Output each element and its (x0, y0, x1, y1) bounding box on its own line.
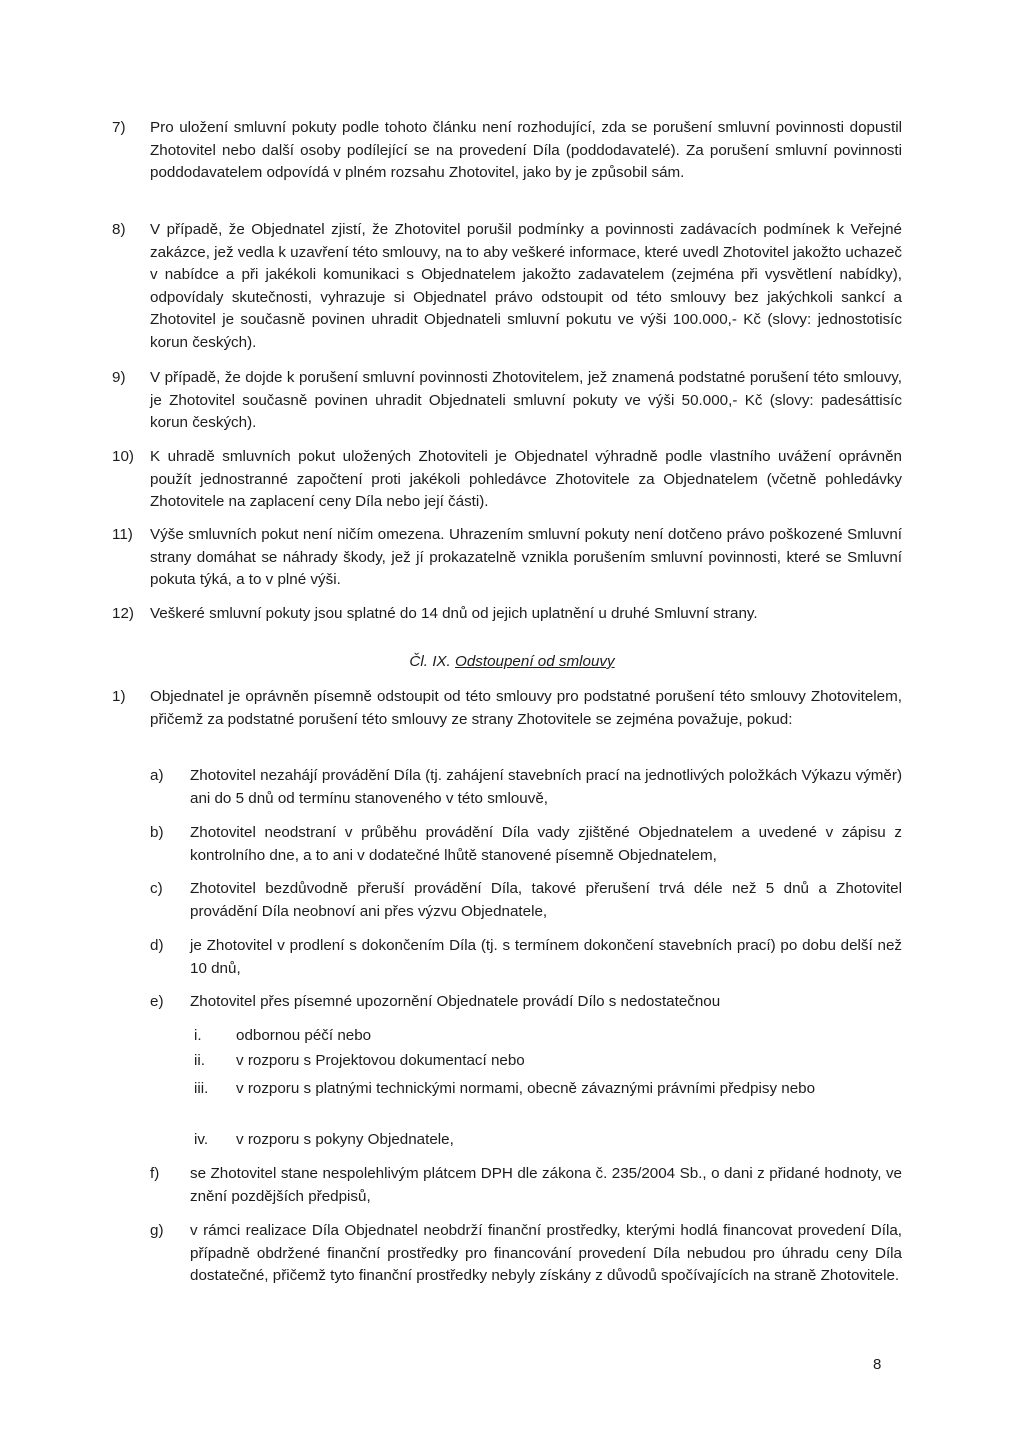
paragraph-text: Výše smluvních pokut není ničím omezena. Uhrazením smluvní pokuty není dotčeno právo poškozené Smluvní strany domáhat se náhrady škody, jež jí prokazatelně vznikla porušením smluvní povinnosti, které se Smluvní pokuta týká, a to v plné výši. (150, 526, 902, 589)
list-item-a (150, 765, 902, 810)
list-item-text: Zhotovitel neodstraní v průběhu provádění Díla vady zjištěné Objednatelem a uvedené v zápisu z kontrolního dne, a to ani v dodatečné lhůtě stanovené písemně Objednatelem, (190, 824, 902, 864)
sub-item-iii (190, 1078, 902, 1101)
list-item-letter: e) (150, 993, 164, 1010)
paragraph-number: 11) (112, 526, 133, 543)
sub-item-numeral: ii. (194, 1052, 205, 1069)
sub-item-numeral: iii. (194, 1080, 209, 1097)
paragraph-ix-1 (112, 686, 902, 731)
sub-item-numeral: iv. (194, 1131, 209, 1148)
paragraph-number: 8) (112, 221, 126, 238)
paragraph-12 (112, 603, 902, 626)
article-title: Odstoupení od smlouvy (455, 653, 615, 670)
list-item-b (150, 822, 902, 867)
paragraph-number: 9) (112, 369, 126, 386)
article-heading (0, 653, 1024, 670)
sub-item-text: v rozporu s platnými technickými normami, obecně závaznými právními předpisy nebo (236, 1080, 816, 1097)
paragraph-text: Objednatel je oprávněn písemně odstoupit od této smlouvy pro podstatné porušení této smlouvy Zhotovitelem, přičemž za podstatné porušení této smlouvy ze strany Zhotovitele se zejména považuje, pokud: (150, 688, 902, 728)
list-item-text: Zhotovitel bezdůvodně přeruší provádění Díla, takové přerušení trvá déle než 5 dnů a Zhotovitel provádění Díla neobnoví ani přes výzvu Objednatele, (190, 880, 902, 920)
list-item-text: Zhotovitel nezahájí provádění Díla (tj. zahájení stavebních prací na jednotlivých položkách Výkazu výměr) ani do 5 dnů od termínu stanoveného v této smlouvě, (190, 767, 902, 807)
paragraph-number: 7) (112, 119, 126, 136)
list-item-letter: c) (150, 880, 163, 897)
paragraph-number: 1) (112, 688, 126, 705)
sub-item-text: v rozporu s Projektovou dokumentací nebo (236, 1052, 525, 1069)
list-item-letter: d) (150, 937, 164, 954)
list-item-text: v rámci realizace Díla Objednatel neobdrží finanční prostředky, kterými hodlá financovat provedení Díla, případně obdržené finanční prostředky pro financování provedení Díla nebudou pro úhradu ceny Díla dostatečné, přičemž tyto finanční prostředky nebyly získány z důvodů spočívajících na straně Zhotovitele. (190, 1222, 902, 1285)
list-item-f (150, 1163, 902, 1208)
paragraph-8 (112, 219, 902, 355)
paragraph-number: 12) (112, 605, 134, 622)
sub-item-iv (190, 1129, 902, 1152)
paragraph-7 (112, 117, 902, 185)
paragraph-text: V případě, že Objednatel zjistí, že Zhotovitel porušil podmínky a povinnosti zadávacích podmínek k Veřejné zakázce, jež vedla k uzavření této smlouvy, na to aby veškeré informace, které uvedl Zhotovitel jakožto uchazeč v nabídce a při jakékoli komunikaci s Objednatelem jakožto zadavatelem (zejména při vysvětlení nabídky), odpovídaly skutečnosti, vyhrazuje si Objednatel právo odstoupit od této smlouvy bez jakýchkoli sankcí a Zhotovitel je současně povinen uhradit Objednateli smluvní pokutu ve výši 100.000,- Kč (slovy: jednostotisíc korun českých). (150, 221, 902, 351)
list-item-e (150, 991, 902, 1014)
sub-item-text: odbornou péčí nebo (236, 1027, 372, 1044)
paragraph-10 (112, 446, 902, 514)
sub-item-ii (190, 1050, 902, 1073)
list-item-letter: a) (150, 767, 164, 784)
list-item-text: je Zhotovitel v prodlení s dokončením Díla (tj. s termínem dokončení stavebních prací) po dobu delší než 10 dnů, (190, 937, 902, 977)
paragraph-11 (112, 524, 902, 592)
list-item-letter: f) (150, 1165, 160, 1182)
paragraph-text: Pro uložení smluvní pokuty podle tohoto článku není rozhodující, zda se porušení smluvní povinnosti dopustil Zhotovitel nebo další osoby podílející se na provedení Díla (poddodavatelé). Za porušení smluvní povinnosti poddodavatelem odpovídá v plném rozsahu Zhotovitel, jako by je způsobil sám. (150, 119, 902, 182)
list-item-d (150, 935, 902, 980)
list-item-c (150, 878, 902, 923)
article-number: Čl. IX. (409, 653, 451, 670)
list-item-text: se Zhotovitel stane nespolehlivým plátcem DPH dle zákona č. 235/2004 Sb., o dani z přidané hodnoty, ve znění pozdějších předpisů, (190, 1165, 902, 1205)
paragraph-9 (112, 367, 902, 435)
sub-item-i (190, 1025, 902, 1048)
page-number: 8 (873, 1356, 882, 1373)
paragraph-text: V případě, že dojde k porušení smluvní povinnosti Zhotovitelem, jež znamená podstatné porušení této smlouvy, je Zhotovitel současně povinen uhradit Objednateli smluvní pokuty ve výši 50.000,- Kč (slovy: padesáttisíc korun českých). (150, 369, 902, 432)
list-item-g (150, 1220, 902, 1288)
paragraph-number: 10) (112, 448, 134, 465)
list-item-letter: b) (150, 824, 164, 841)
paragraph-text: Veškeré smluvní pokuty jsou splatné do 14 dnů od jejich uplatnění u druhé Smluvní strany. (150, 605, 758, 622)
sub-item-numeral: i. (194, 1027, 202, 1044)
sub-item-text: v rozporu s pokyny Objednatele, (236, 1131, 454, 1148)
list-item-letter: g) (150, 1222, 164, 1239)
list-item-text: Zhotovitel přes písemné upozornění Objednatele provádí Dílo s nedostatečnou (190, 993, 721, 1010)
paragraph-text: K uhradě smluvních pokut uložených Zhotoviteli je Objednatel výhradně podle vlastního uvážení oprávněn použít jednostranné započtení proti jakékoli pohledávce Zhotovitele za Objednatelem (včetně pohledávky Zhotovitele na zaplacení ceny Díla nebo její části). (150, 448, 902, 511)
